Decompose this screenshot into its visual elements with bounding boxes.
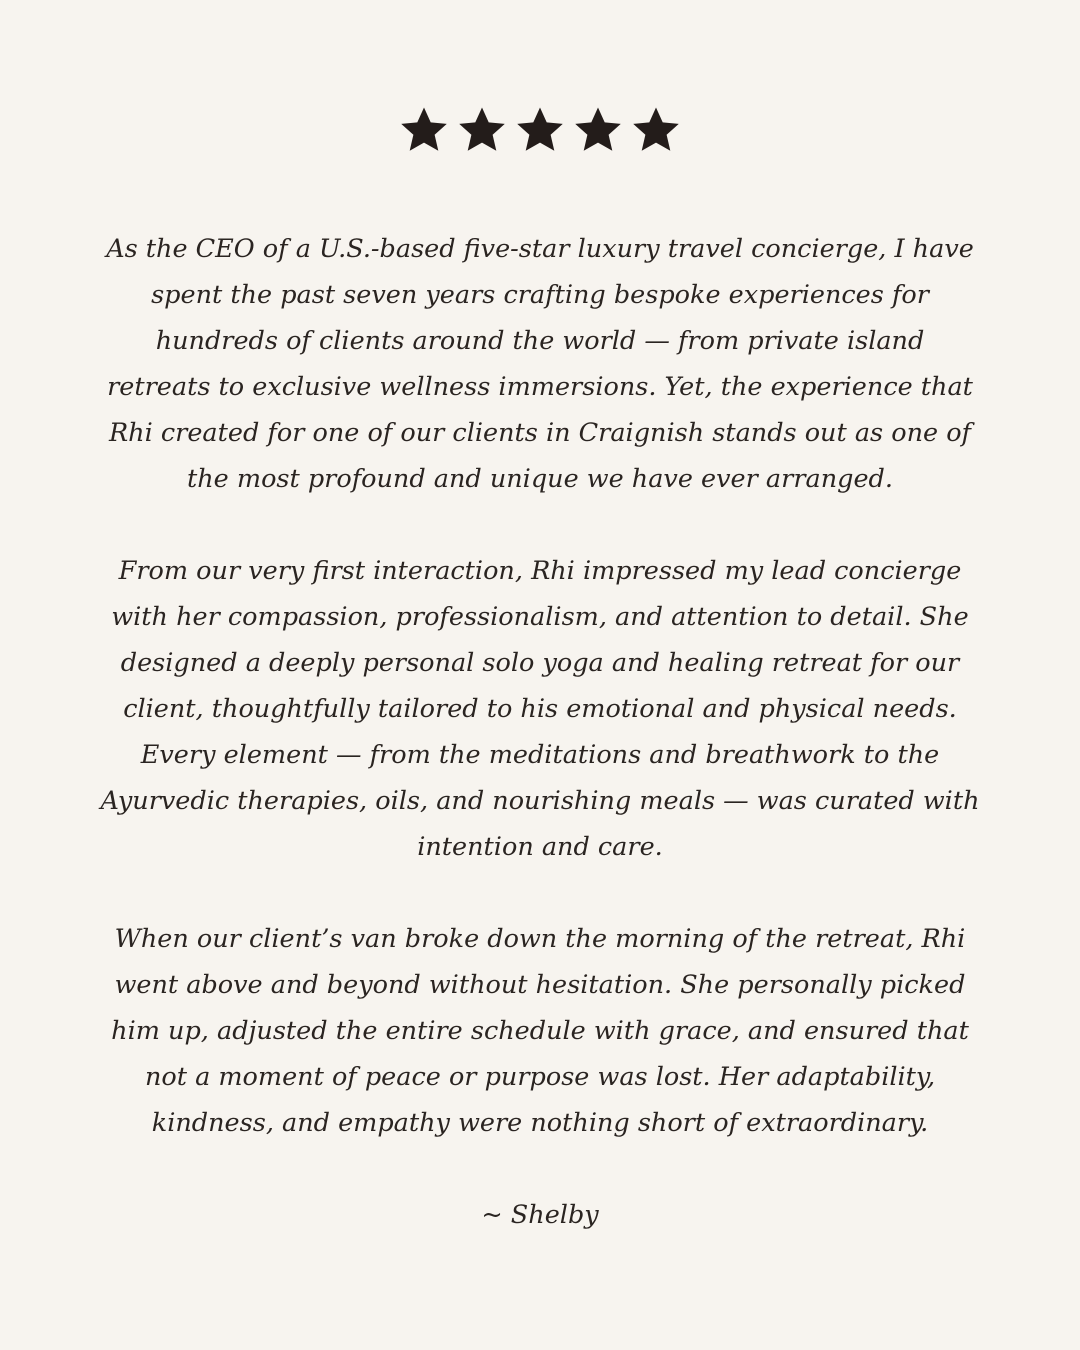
star-icon [572,104,624,156]
testimonial-paragraph: From our very first interaction, Rhi impressed my lead concierge with her compassion, professionalism, and attention to detail. She designed a deeply personal solo yoga and healing retreat for our client, thoughtfully tailored to his emotional and physical needs. Every element — from the meditations and breathwork to the Ayurvedic therapies, oils, and nourishing meals — was curated with intention and care. [100,556,980,862]
testimonial-signature: ~ Shelby [481,1200,599,1230]
star-icon [630,104,682,156]
testimonial-body [100,226,980,1238]
testimonial-paragraph: As the CEO of a U.S.-based five-star luxury travel concierge, I have spent the past seven years crafting bespoke experiences for hundreds of clients around the world — from private island retreats to exclusive wellness immersions. Yet, the experience that Rhi created for one of our clients in Craignish stands out as one of the most profound and unique we have ever arranged. [106,234,974,494]
star-icon [514,104,566,156]
star-icon [456,104,508,156]
star-rating [0,104,1080,156]
testimonial-paragraph: When our client’s van broke down the morning of the retreat, Rhi went above and beyond without hesitation. She personally picked him up, adjusted the entire schedule with grace, and ensured that not a moment of peace or purpose was lost. Her adaptability, kindness, and empathy were nothing short of extraordinary. [111,924,969,1138]
star-icon [398,104,450,156]
